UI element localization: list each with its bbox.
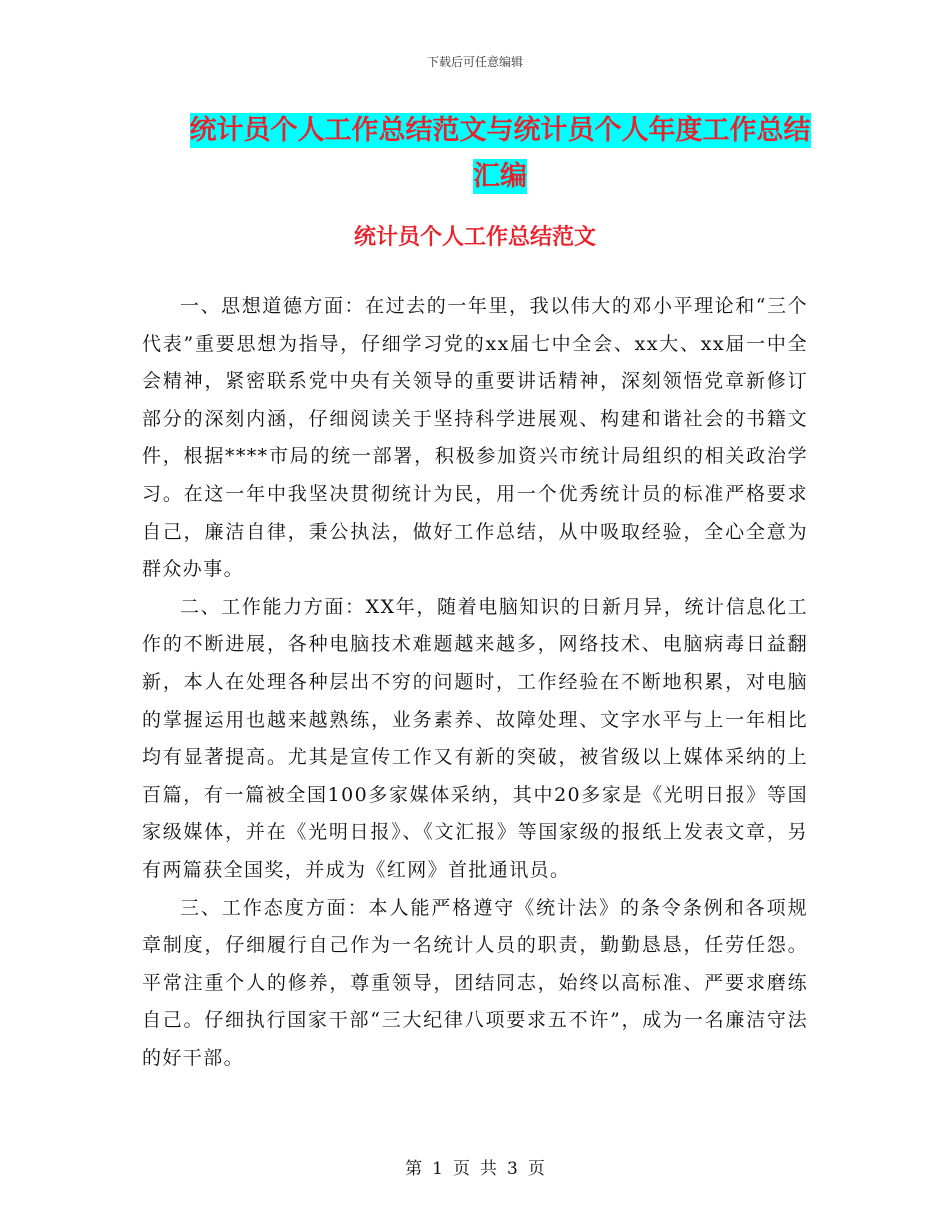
document-title [140,108,860,200]
footer-total-pages: 3 [507,1159,518,1179]
footer-page-label: 第 [405,1159,423,1179]
footer-total-label: 共 [480,1159,497,1179]
document-title-line2: 汇编 [473,161,527,192]
footer-current-page: 1 [432,1159,443,1179]
page-header-note: 下载后可任意编辑 [426,55,523,69]
paragraph-ideology: 一、思想道德方面：在过去的一年里，我以伟大的邓小平理论和“三个代表”重要思想为指导，仔细学习党的xx届七中全会、xx大、xx届一中全会精神，紧密联系党中央有关领导的重要讲话精神，深刻领悟党章新修订部分的深刻内涵，仔细阅读关于坚持科学进展观、构建和谐社会的书籍文件，根据****市局的统一部署，积极参加资兴市统计局组织的相关政治学习。在这一年中我坚决贯彻统计为民，用一个优秀统计员的标准严格要求自己，廉洁自律，秉公执法，做好工作总结，从中吸取经验，全心全意为群众办事。 [142,295,808,581]
paragraph-work-ability: 二、工作能力方面：XX年，随着电脑知识的日新月异，统计信息化工作的不断进展，各种电脑技术难题越来越多，网络技术、电脑病毒日益翻新，本人在处理各种层出不穷的问题时，工作经验在不断地积累，对电脑的掌握运用也越来越熟练，业务素养、故障处理、文字水平与上一年相比均有显著提高。尤其是宣传工作又有新的突破，被省级以上媒体采纳的上百篇，有一篇被全国100多家媒体采纳，其中20多家是《光明日报》等国家级媒体，并在《光明日报》、《文汇报》等国家级的报纸上发表文章，另有两篇获全国奖，并成为《红网》首批通讯员。 [142,595,808,881]
section-title: 统计员个人工作总结范文 [353,225,596,250]
footer-page-unit: 页 [453,1159,470,1179]
paragraph-work-attitude: 三、工作态度方面：本人能严格遵守《统计法》的条令条例和各项规章制度，仔细履行自己作为一名统计人员的职责，勤勤恳恳，任劳任怨。平常注重个人的修养，尊重领导，团结同志，始终以高标准、严要求磨练自己。仔细执行国家干部“三大纪律八项要求五不许”，成为一名廉洁守法的好干部。 [142,896,808,1069]
document-body [142,288,808,1077]
document-title-line1: 统计员个人工作总结范文与统计员个人年度工作总结 [189,115,811,146]
page-footer [0,1154,950,1179]
footer-total-unit: 页 [527,1159,545,1179]
